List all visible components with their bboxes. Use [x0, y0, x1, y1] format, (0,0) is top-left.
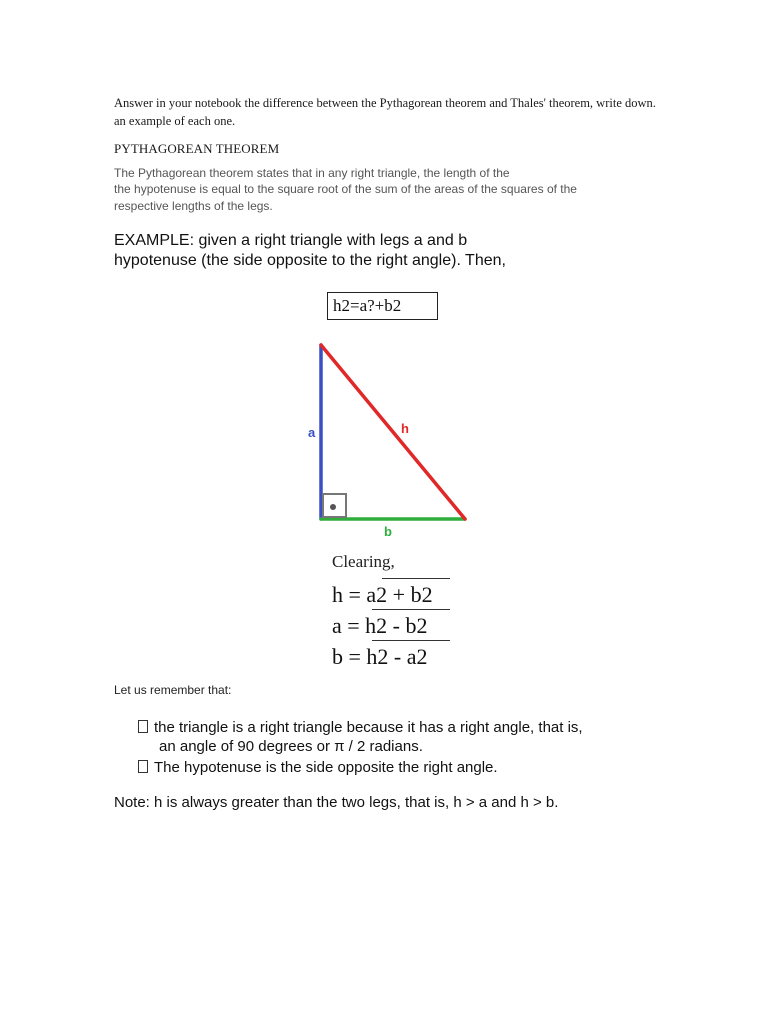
example-line-2: hypotenuse (the side opposite to the right angle). Then,: [114, 252, 506, 269]
definition-line-3: respective lengths of the legs.: [114, 199, 273, 213]
equation-h: h = a2 + b2: [332, 582, 433, 607]
bullet-2-text: The hypotenuse is the side opposite the right angle.: [154, 759, 498, 776]
clearing-label: Clearing,: [332, 552, 395, 571]
radical-bar-2: [372, 609, 450, 610]
bullet-1-text: the triangle is a right triangle because it has a right angle, that is,: [154, 719, 583, 736]
formula-text: h2=a?+b2: [333, 296, 402, 315]
bullet-item-1-continuation: an angle of 90 degrees or π / 2 radians.: [159, 738, 423, 755]
hypotenuse-label: h: [401, 421, 409, 436]
instruction-line-2: an example of each one.: [114, 114, 236, 128]
note-text: Note: h is always greater than the two legs, that is, h > a and h > b.: [114, 794, 559, 811]
example-line-1: EXAMPLE: given a right triangle with legs a and b: [114, 232, 468, 249]
right-triangle-figure: [300, 335, 480, 545]
empty-box-icon: [138, 720, 148, 733]
leg-b-label: b: [384, 524, 392, 539]
section-heading: PYTHAGOREAN THEOREM: [114, 141, 280, 156]
equation-b: b = h2 - a2: [332, 644, 428, 665]
radical-bar-1: [382, 578, 450, 579]
equation-a: a = h2 - b2: [332, 613, 428, 638]
equations-block: [330, 578, 490, 665]
bullet-item-1: [138, 719, 583, 736]
instruction-line-1: Answer in your notebook the difference between the Pythagorean theorem and Thales' theorem, write down.: [114, 96, 656, 110]
hypotenuse-line: [321, 345, 465, 519]
bullet-item-2: [138, 759, 498, 776]
remember-intro: Let us remember that:: [114, 683, 232, 697]
empty-box-icon: [138, 760, 148, 773]
right-angle-dot: [330, 504, 336, 510]
leg-a-label: a: [308, 425, 316, 440]
definition-line-2: the hypotenuse is equal to the square root of the sum of the areas of the squares of the: [114, 182, 577, 196]
definition-line-1: The Pythagorean theorem states that in any right triangle, the length of the: [114, 166, 510, 180]
radical-bar-3: [372, 640, 450, 641]
